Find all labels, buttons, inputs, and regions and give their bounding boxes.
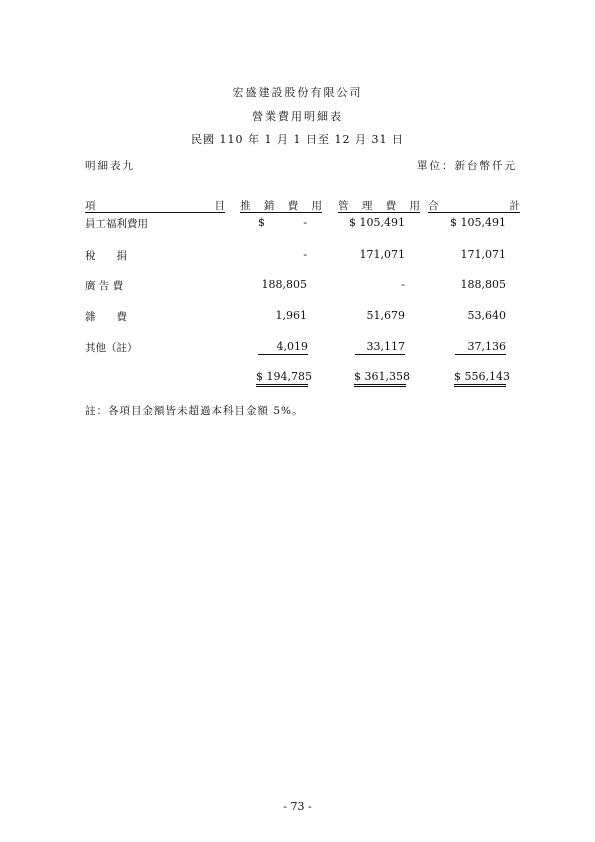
col-header-admin: 管 理 費 用 [338, 200, 420, 212]
col-header-item: 項 目 [85, 200, 225, 212]
cell-selling: - [303, 216, 307, 229]
cell-selling-underlined: 4,019 [258, 340, 308, 355]
row-label: 廣 告 費 [85, 280, 124, 292]
col-header-total: 合 計 [428, 200, 520, 212]
cell-admin: 171,071 [359, 248, 405, 261]
total-admin: $ 361,358 [354, 370, 406, 387]
cell-selling-prefix: $ [258, 216, 265, 229]
col-header-selling: 推 銷 費 用 [240, 200, 322, 212]
currency-unit: 單位：新台幣仟元 [417, 160, 517, 172]
cell-selling: 188,805 [261, 278, 307, 291]
cell-admin: - [401, 278, 405, 291]
row-label: 雜 費 [85, 311, 127, 323]
cell-total: 171,071 [460, 248, 506, 261]
cell-total: 53,640 [467, 309, 506, 322]
cell-total: $ 105,491 [450, 216, 506, 229]
row-label: 稅 捐 [85, 250, 127, 262]
cell-admin: 51,679 [366, 309, 405, 322]
footnote: 註：各項目金額皆未超過本科目金額 5%。 [85, 405, 304, 417]
report-title: 營業費用明細表 [252, 110, 343, 123]
page-number: - 73 - [283, 800, 312, 813]
total-grand: $ 556,143 [454, 370, 506, 387]
cell-selling: - [303, 248, 307, 261]
cell-admin-underlined: 33,117 [355, 340, 405, 355]
cell-admin: $ 105,491 [349, 216, 405, 229]
row-label: 員工福利費用 [85, 218, 148, 230]
report-period: 民國 110 年 1 月 1 日至 12 月 31 日 [191, 133, 404, 146]
cell-total-underlined: 37,136 [455, 340, 506, 355]
cell-selling: 1,961 [275, 309, 307, 322]
row-label: 其他（註） [85, 342, 138, 354]
total-selling: $ 194,785 [256, 370, 308, 387]
company-name: 宏盛建設股份有限公司 [232, 86, 363, 99]
schedule-number: 明細表九 [85, 160, 135, 172]
cell-total: 188,805 [460, 278, 506, 291]
